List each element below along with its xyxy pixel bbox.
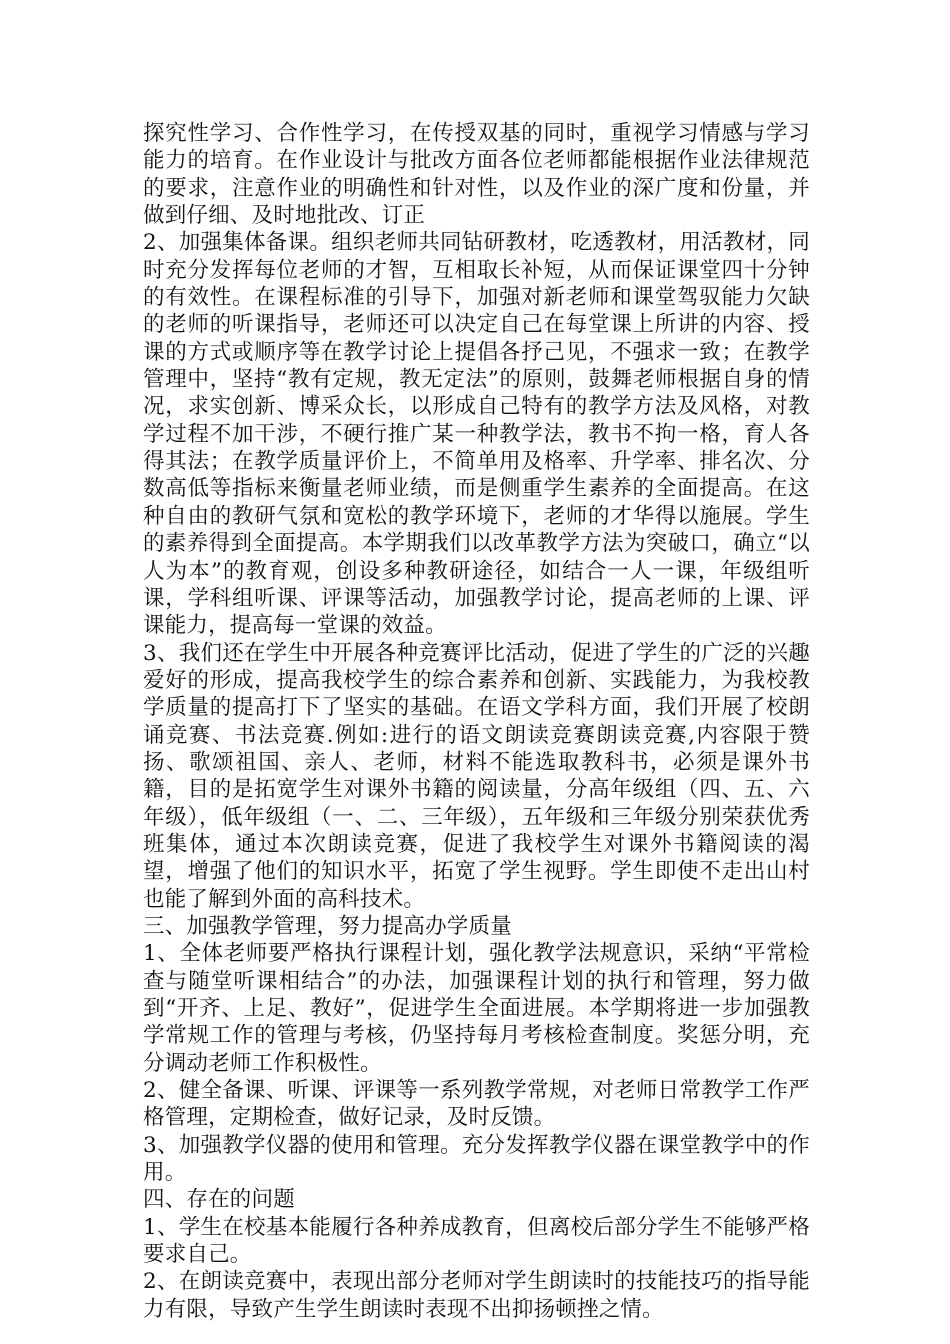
paragraph-curriculum-plan: 1、全体老师要严格执行课程计划，强化教学法规意识，采纳“平常检查与随堂听课相结合”的办法，加强课程计划的执行和管理，努力做到“开齐、上足、教好”，促进学生全面进展。本学期将进一步加强教学常规工作的管理与考核，仍坚持每月考核检查制度。奖惩分明，充分调动老师工作积极性。 (143, 941, 810, 1076)
paragraph-study-methods: 探究性学习、合作性学习，在传授双基的同时，重视学习情感与学习能力的培育。在作业设计与批改方面各位老师都能根据作业法律规范的要求，注意作业的明确性和针对性，以及作业的深广度和份量，并做到仔细、及时地批改、订正 (143, 121, 810, 229)
paragraph-competitions: 3、我们还在学生中开展各种竞赛评比活动，促进了学生的广泛的兴趣爱好的形成，提高我校学生的综合素养和创新、实践能力，为我校教学质量的提高打下了坚实的基础。在语文学科方面，我们开展了校朗诵竞赛、书法竞赛.例如:进行的语文朗读竞赛朗读竞赛,内容限于赞扬、歌颂祖国、亲人、老师，材料不能选取教科书，必须是课外书籍，目的是拓宽学生对课外书籍的阅读量，分高年级组（四、五、六年级），低年级组（一、二、三年级），五年级和三年级分别荣获优秀班集体，通过本次朗读竞赛，促进了我校学生对课外书籍阅读的渴望，增强了他们的知识水平，拓宽了学生视野。学生即使不走出山村也能了解到外面的高科技术。 (143, 640, 810, 912)
paragraph-problem-student-habits: 1、学生在校基本能履行各种养成教育，但离校后部分学生不能够严格要求自己。 (143, 1214, 810, 1268)
section-heading-existing-problems: 四、存在的问题 (143, 1187, 295, 1213)
document-body (143, 120, 810, 1323)
paragraph-collective-lesson-prep: 2、加强集体备课。组织老师共同钻研教材，吃透教材，用活教材，同时充分发挥每位老师的才智，互相取长补短，从而保证课堂四十分钟的有效性。在课程标准的引导下，加强对新老师和课堂驾驭能力欠缺的老师的听课指导，老师还可以决定自己在每堂课上所讲的内容、授课的方式或顺序等在教学讨论上提倡各抒己见，不强求一致；在教学管理中，坚持“教有定规，教无定法”的原则，鼓舞老师根据自身的情况，求实创新、博采众长，以形成自己特有的教学方法及风格，对教学过程不加干涉，不硬行推广某一种教学法，教书不拘一格，育人各得其法；在教学质量评价上，不简单用及格率、升学率、排名次、分数高低等指标来衡量老师业绩，而是侧重学生素养的全面提高。在这种自由的教研气氛和宽松的教学环境下，老师的才华得以施展。学生的素养得到全面提高。本学期我们以改革教学方法为突破口，确立“以人为本”的教育观，创设多种教研途径，如结合一人一课，年级组听课，学科组听课、评课等活动，加强教学讨论，提高老师的上课、评课能力，提高每一堂课的效益。 (143, 230, 810, 639)
section-heading-teaching-management: 三、加强教学管理，努力提高办学质量 (143, 913, 512, 939)
paragraph-teaching-routines: 2、健全备课、听课、评课等一系列教学常规，对老师日常教学工作严格管理，定期检查，做好记录，及时反馈。 (143, 1078, 810, 1131)
paragraph-teaching-instruments: 3、加强教学仪器的使用和管理。充分发挥教学仪器在课堂教学中的作用。 (143, 1132, 810, 1186)
paragraph-problem-reading-guidance: 2、在朗读竞赛中，表现出部分老师对学生朗读时的技能技巧的指导能力有限，导致产生学生朗读时表现不出抑扬顿挫之情。 (143, 1269, 810, 1322)
